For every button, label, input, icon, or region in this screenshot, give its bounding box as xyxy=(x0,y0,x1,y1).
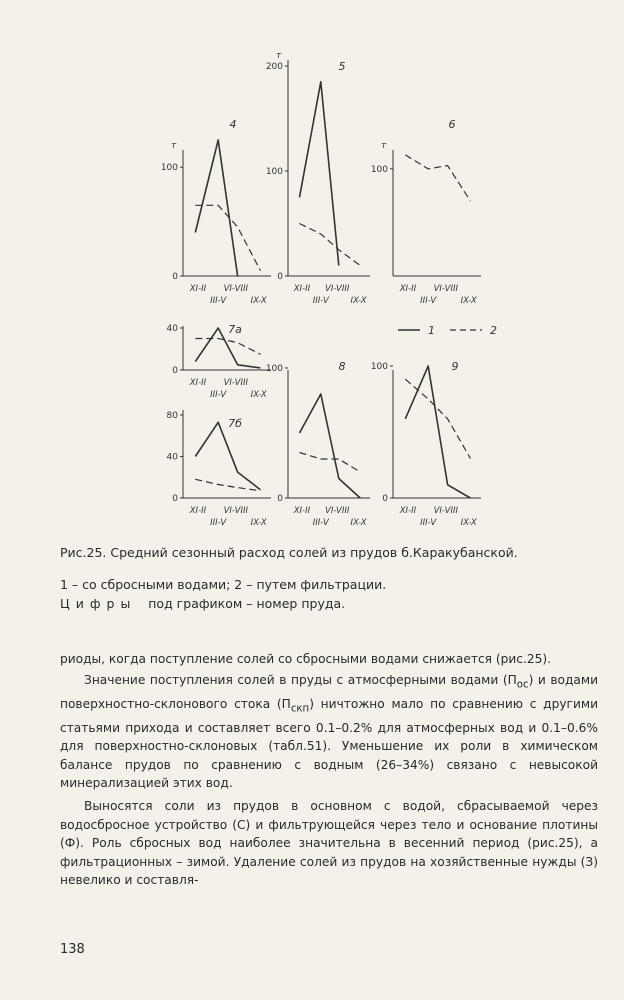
x-tick-label: XI-II xyxy=(189,506,207,516)
p2-sub-os: ос xyxy=(516,679,529,691)
y-tick-label: 0 xyxy=(172,366,178,376)
series-2-line xyxy=(300,224,361,266)
x-tick-label: IX-X xyxy=(350,296,367,306)
caption-spaced-word: Цифры xyxy=(60,596,137,611)
x-tick-label: IX-X xyxy=(250,390,267,400)
chart-panel-number: 7а xyxy=(228,323,242,336)
series-2-line xyxy=(405,155,470,201)
page-number: 138 xyxy=(60,942,85,957)
caption-note-rest: под графиком – номер пруда. xyxy=(148,596,346,611)
paragraph-3: Выносятся соли из прудов в основном с водой, сбрасываемой через водосбросное устройство (С) и фильтрующейся через тело и основание плотины (Ф). Роль сбросных вод наиболее значительна в весенний период (рис.25), а фильтрационных – зимой. Удаление солей из прудов на хозяйственные нужды (З) невелико и составля- xyxy=(60,799,598,888)
y-tick-label: 40 xyxy=(166,324,178,334)
series-1-line xyxy=(405,366,470,498)
chart-panel-5 xyxy=(266,51,370,306)
figure-caption-legend: 1 – со сбросными водами; 2 – путем фильтрации. xyxy=(60,577,387,592)
y-tick-label: 200 xyxy=(265,62,283,72)
legend xyxy=(398,324,497,337)
x-tick-label: VI-VIII xyxy=(223,284,248,294)
chart-panel-number: 4 xyxy=(229,118,237,131)
series-2-line xyxy=(405,379,470,458)
series-2-line xyxy=(300,453,361,473)
y-tick-label: 0 xyxy=(172,272,178,282)
p2-part-a: Значение поступления солей в пруды с атмосферными водами (П xyxy=(84,672,517,687)
chart-panel-4 xyxy=(161,118,271,306)
legend-label-2: 2 xyxy=(490,324,497,337)
y-axis-unit-label: т xyxy=(171,141,177,151)
y-tick-label: 0 xyxy=(172,494,178,504)
x-tick-label: VI-VIII xyxy=(325,284,350,294)
y-tick-label: 100 xyxy=(265,167,283,177)
y-axis-unit-label: т xyxy=(381,141,387,151)
chart-panel-number: 6 xyxy=(448,118,456,131)
chart-panel-number: 7б xyxy=(228,417,242,430)
p2-part-c: ) ничтожно мало по сравнению с другими статьями прихода и составляет всего 0.1–0.2% для атмосферных вод и 0.1–0.6% для поверхностно-склоновых (табл.51). Уменьшение их роли в химическом балансе прудов по сравнению с водным (26–34%) связано с невысокой минерализацией этих вод. xyxy=(60,696,598,791)
chart-panel-6 xyxy=(371,118,481,306)
y-tick-label: 0 xyxy=(277,272,283,282)
x-tick-label: VI-VIII xyxy=(433,284,458,294)
chart-panel-number: 8 xyxy=(338,360,346,373)
y-tick-label: 100 xyxy=(370,164,388,175)
y-tick-label: 80 xyxy=(166,411,178,421)
x-tick-label: IX-X xyxy=(350,518,367,528)
chart-panel-9 xyxy=(371,360,481,528)
x-tick-label: III-V xyxy=(312,296,329,306)
series-1-line xyxy=(300,394,361,498)
x-tick-label: XI-II xyxy=(399,284,417,294)
legend-label-1: 1 xyxy=(428,324,435,337)
x-tick-label: XI-II xyxy=(399,506,417,516)
series-2-line xyxy=(195,479,260,490)
x-tick-label: IX-X xyxy=(460,296,477,306)
x-tick-label: IX-X xyxy=(250,518,267,528)
x-tick-label: XI-II xyxy=(293,284,311,294)
chart-panel-number: 9 xyxy=(451,360,459,373)
series-2-line xyxy=(195,205,260,270)
chart-panel-7a xyxy=(167,323,271,400)
chart-panel-number: 5 xyxy=(338,60,346,73)
chart-panel-7b xyxy=(167,410,271,528)
x-tick-label: III-V xyxy=(210,518,227,528)
x-tick-label: VI-VIII xyxy=(223,506,248,516)
x-tick-label: III-V xyxy=(420,296,437,306)
body-text xyxy=(60,650,598,890)
x-tick-label: III-V xyxy=(312,518,329,528)
p2-part-b: ) и водами поверхностно-склонового стока (П xyxy=(60,672,598,711)
series-1-line xyxy=(195,140,237,276)
series-1-line xyxy=(300,82,339,266)
x-tick-label: VI-VIII xyxy=(433,506,458,516)
x-tick-label: III-V xyxy=(210,296,227,306)
p2-sub-skp: скп xyxy=(290,703,310,715)
x-tick-label: XI-II xyxy=(189,378,207,388)
x-tick-label: IX-X xyxy=(250,296,267,306)
paragraph-1: риоды, когда поступление солей со сбросными водами снижается (рис.25). xyxy=(60,652,552,666)
x-tick-label: XI-II xyxy=(293,506,311,516)
y-axis-unit-label: т xyxy=(276,51,282,61)
x-tick-label: VI-VIII xyxy=(325,506,350,516)
x-tick-label: III-V xyxy=(210,390,227,400)
y-tick-label: 0 xyxy=(277,494,283,504)
y-tick-label: 40 xyxy=(166,452,178,463)
y-tick-label: 100 xyxy=(370,362,388,372)
figure-caption-title: Рис.25. Средний сезонный расход солей из прудов б.Каракубанской. xyxy=(60,545,518,560)
x-tick-label: XI-II xyxy=(189,284,207,294)
y-tick-label: 0 xyxy=(382,494,388,504)
x-tick-label: IX-X xyxy=(460,518,477,528)
y-tick-label: 100 xyxy=(160,163,178,174)
x-tick-label: VI-VIII xyxy=(223,378,248,388)
paragraph-2 xyxy=(60,671,598,793)
chart-panel-8 xyxy=(266,360,370,528)
x-tick-label: III-V xyxy=(420,518,437,528)
y-tick-label: 100 xyxy=(265,364,283,374)
series-1-line xyxy=(195,422,260,489)
figure-caption-note xyxy=(60,594,600,613)
